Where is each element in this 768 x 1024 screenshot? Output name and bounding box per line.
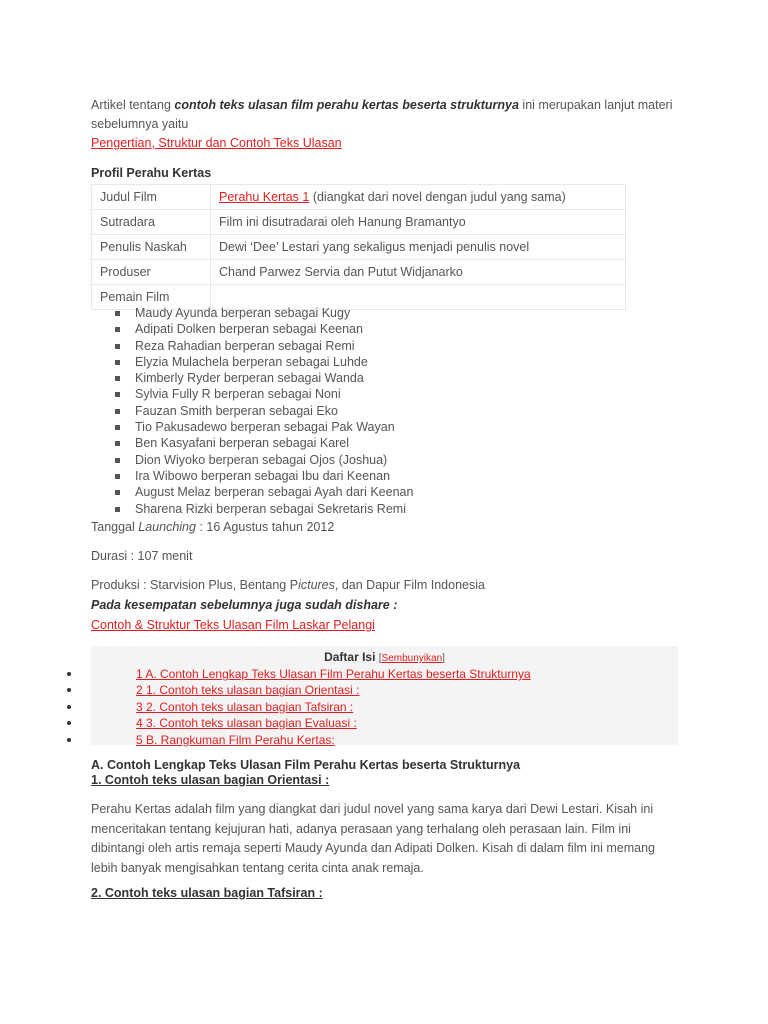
duration: Durasi : 107 menit [91, 549, 193, 563]
orientasi-paragraph: Perahu Kertas adalah film yang diangkat dari judul novel yang sama karya dari Dewi Lestari. Kisah ini menceritakan tentang kejujuran hati, adanya perasaan yang terhalang oleh perasaan lain. Film ini dibintangi oleh artis remaja seperti Maudy Ayunda dan Adipati Dolken. Kisah di dalam film ini memang lebih banyak mengisahkan tentang cerita cinta anak remaja. [91, 802, 655, 875]
profile-table [91, 184, 626, 310]
profile-value-text: (diangkat dari novel dengan judul yang sama) [309, 190, 566, 204]
cast-item: Sylvia Fully R berperan sebagai Noni [113, 386, 413, 402]
laskar-pelangi-link[interactable]: Contoh & Struktur Teks Ulasan Film Laskar Pelangi [91, 618, 375, 632]
cast-item: Elyzia Mulachela berperan sebagai Luhde [113, 354, 413, 370]
production-a: Produksi : Starvision Plus, Bentang P [91, 578, 299, 592]
cast-item: Maudy Ayunda berperan sebagai Kugy [113, 305, 413, 321]
launch-value: : 16 Agustus tahun 2012 [195, 520, 335, 534]
intro-emphasis: contoh teks ulasan film perahu kertas beserta strukturnya [174, 98, 519, 112]
toc-bracket-close: ] [442, 653, 445, 664]
cast-list [113, 305, 413, 517]
cast-item: August Melaz berperan sebagai Ayah dari Keenan [113, 484, 413, 500]
intro-paragraph [91, 96, 691, 134]
profile-title: Profil Perahu Kertas [91, 166, 212, 180]
profile-value [211, 210, 626, 235]
profile-key: Pemain Film [92, 285, 211, 310]
bullet-icon [67, 688, 71, 692]
intro-prefix: Artikel tentang [91, 98, 175, 112]
production-b: , dan Dapur Film Indonesia [334, 578, 485, 592]
related-article-link[interactable]: Pengertian, Struktur dan Contoh Teks Ulasan [91, 136, 342, 150]
profile-key: Penulis Naskah [92, 235, 211, 260]
profile-row [92, 235, 626, 260]
toc-link[interactable]: 4 3. Contoh teks ulasan bagian Evaluasi : [136, 716, 357, 731]
profile-key: Produser [92, 260, 211, 285]
toc-item [0, 666, 768, 682]
launch-date [91, 520, 334, 534]
toc-title-row [91, 650, 678, 664]
toc-link[interactable]: 2 1. Contoh teks ulasan bagian Orientasi : [136, 683, 360, 698]
toc-item [0, 682, 768, 698]
profile-key: Sutradara [92, 210, 211, 235]
intro-suffix: ini merupakan lanjut materi sebelumnya yaitu [91, 98, 673, 131]
toc-list [0, 666, 768, 748]
profile-row [92, 260, 626, 285]
profile-value [211, 260, 626, 285]
profile-value-text: Film ini disutradarai oleh Hanung Bramantyo [219, 215, 466, 229]
cast-item: Kimberly Ryder berperan sebagai Wanda [113, 370, 413, 386]
toc-bracket-open: [ [378, 653, 382, 664]
shared-note: Pada kesempatan sebelumnya juga sudah dishare : [91, 598, 398, 612]
section-1-heading: 1. Contoh teks ulasan bagian Orientasi : [91, 773, 330, 787]
production-emphasis: ictures [298, 578, 335, 592]
profile-value-text: Chand Parwez Servia dan Putut Widjanarko [219, 265, 463, 279]
bullet-icon [67, 705, 71, 709]
cast-item: Ira Wibowo berperan sebagai Ibu dari Keenan [113, 468, 413, 484]
toc-item [0, 699, 768, 715]
film-title-link[interactable]: Perahu Kertas 1 [219, 190, 310, 204]
toc-link[interactable]: 5 B. Rangkuman Film Perahu Kertas: [136, 732, 335, 747]
cast-item: Adipati Dolken berperan sebagai Keenan [113, 321, 413, 337]
cast-item: Ben Kasyafani berperan sebagai Karel [113, 435, 413, 451]
toc-hide-link[interactable]: Sembunyikan [381, 653, 443, 664]
cast-item: Tio Pakusadewo berperan sebagai Pak Wayan [113, 419, 413, 435]
bullet-icon [67, 672, 71, 676]
profile-row [92, 185, 626, 210]
toc-item [0, 732, 768, 748]
launch-label: Tanggal [91, 520, 139, 534]
bullet-icon [67, 738, 71, 742]
profile-key: Judul Film [92, 185, 211, 210]
cast-item: Reza Rahadian berperan sebagai Remi [113, 338, 413, 354]
production [91, 578, 485, 592]
section-2-heading: 2. Contoh teks ulasan bagian Tafsiran : [91, 886, 323, 900]
toc-title: Daftar Isi [324, 650, 376, 664]
toc-link[interactable]: 1 A. Contoh Lengkap Teks Ulasan Film Perahu Kertas beserta Strukturnya [136, 667, 531, 681]
section-a-heading: A. Contoh Lengkap Teks Ulasan Film Perahu Kertas beserta Strukturnya [91, 758, 521, 772]
launch-emphasis: Launching [138, 520, 196, 534]
cast-item: Dion Wiyoko berperan sebagai Ojos (Joshua) [113, 452, 413, 468]
profile-value [211, 185, 626, 210]
profile-value-text: Dewi ‘Dee’ Lestari yang sekaligus menjadi penulis novel [219, 240, 530, 254]
profile-row [92, 210, 626, 235]
cast-item: Fauzan Smith berperan sebagai Eko [113, 403, 413, 419]
cast-item: Sharena Rizki berperan sebagai Sekretaris Remi [113, 501, 413, 517]
profile-value [211, 235, 626, 260]
bullet-icon [67, 721, 71, 725]
toc-item [0, 715, 768, 731]
toc-link[interactable]: 3 2. Contoh teks ulasan bagian Tafsiran : [136, 699, 354, 714]
